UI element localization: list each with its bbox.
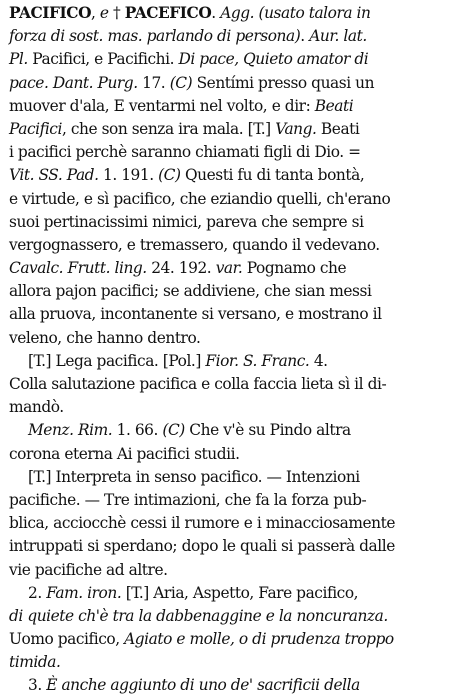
entry-text: var. — [215, 259, 243, 278]
entry-text: . — [300, 27, 310, 46]
entry-text: allora pajon pacifici; se addiviene, che sian messi — [9, 282, 372, 301]
entry-line-6 — [9, 118, 462, 141]
entry-line-10 — [9, 211, 462, 234]
entry-text: 24. 192. — [146, 259, 216, 278]
entry-text: di quiete ch'è tra la dabbenaggine e la noncuranza. — [9, 606, 388, 625]
entry-text: PACEFICO — [124, 4, 212, 22]
entry-text: corona eterna Ai pacifici studii. — [9, 444, 240, 463]
entry-line-26 — [9, 582, 462, 605]
entry-line-28 — [9, 628, 462, 651]
entry-text: forza di sost. mas. parlando di persona) — [9, 27, 301, 46]
entry-text: Questi fu di tanta bontà, — [180, 166, 365, 185]
entry-line-18 — [9, 396, 462, 419]
entry-text: Beati — [314, 96, 354, 115]
entry-text: 3. — [28, 676, 47, 695]
entry-line-25 — [9, 559, 462, 582]
entry-text: Vit. SS. Pad. — [9, 166, 99, 185]
entry-text: 4. — [309, 351, 328, 370]
entry-text: mandò. — [9, 398, 64, 417]
entry-text: Colla salutazione pacifica e colla faccia lieta sì il di- — [9, 375, 387, 393]
entry-text: [T.] Aria, Aspetto, Fare pacifico, — [121, 583, 359, 602]
entry-line-22 — [9, 489, 462, 512]
entry-text: , che son senza ira mala. [T.] — [61, 119, 276, 138]
entry-line-3 — [9, 48, 462, 71]
entry-text: vergognassero, e tremassero, quando il vedevano. — [9, 235, 380, 254]
entry-line-7 — [9, 141, 462, 164]
entry-text: (C) — [162, 421, 185, 440]
entry-line-13 — [9, 280, 462, 303]
entry-text: Menz. Rim. — [28, 421, 113, 440]
entry-text: Pacifici, e Pacifichi. — [27, 50, 179, 69]
entry-text: Uomo pacifico, — [9, 630, 125, 649]
entry-line-14 — [9, 303, 462, 326]
entry-line-21 — [9, 466, 462, 489]
entry-text: , — [91, 4, 100, 22]
entry-text: (C) — [158, 166, 181, 185]
entry-line-15 — [9, 327, 462, 350]
entry-text: 2. — [28, 583, 47, 602]
entry-text: Beati — [316, 119, 360, 138]
entry-text: veleno, che hanno dentro. — [9, 328, 201, 347]
entry-text: PACIFICO — [9, 4, 92, 22]
entry-text: . — [211, 4, 221, 22]
entry-line-2 — [9, 25, 462, 48]
entry-text: Agg. (usato talora in — [220, 4, 371, 22]
entry-text: Aur. lat. — [309, 27, 367, 46]
entry-text: pacifiche. — Tre intimazioni, che fa la forza pub- — [9, 490, 367, 509]
entry-text: blica, acciocchè cessi il rumore e i minacciosamente — [9, 514, 396, 533]
entry-line-30 — [9, 674, 462, 697]
entry-text: 1. 66. — [112, 421, 163, 440]
entry-text: pace. Dant. Purg. — [9, 73, 138, 92]
entry-text: Che v'è su Pindo altra — [184, 421, 351, 440]
entry-text: i pacifici perchè saranno chiamati figli di Dio. = — [9, 143, 361, 162]
entry-text: timida. — [9, 653, 61, 672]
entry-text: Pl. — [9, 50, 28, 69]
entry-text: † — [108, 4, 125, 22]
entry-text: Di pace, Quieto amator di — [178, 50, 369, 69]
entry-text: [T.] Interpreta in senso pacifico. — Intenzioni — [28, 467, 360, 486]
entry-text: Fior. S. Franc. — [205, 351, 310, 370]
entry-text: È anche aggiunto di uno de' sacrificii della — [46, 676, 360, 695]
entry-line-11 — [9, 234, 462, 257]
entry-line-12 — [9, 257, 462, 280]
entry-line-24 — [9, 535, 462, 558]
entry-text: Fam. iron. — [46, 583, 122, 602]
entry-text: Sentími presso quasi un — [192, 73, 375, 92]
entry-line-1 — [9, 2, 462, 25]
entry-line-9 — [9, 188, 462, 211]
entry-text: Vang. — [275, 119, 317, 138]
entry-text: (C) — [169, 73, 193, 92]
entry-line-5 — [9, 95, 462, 118]
entry-text: intruppati si sperdano; dopo le quali si passerà dalle — [9, 537, 395, 556]
entry-text: suoi pertinacissimi nimici, pareva che sempre si — [9, 212, 364, 231]
entry-line-27 — [9, 605, 462, 628]
entry-text: e virtude, e sì pacifico, che eziandio quelli, ch'erano — [9, 189, 391, 208]
entry-line-29 — [9, 651, 462, 674]
entry-line-8 — [9, 164, 462, 187]
entry-line-20 — [9, 443, 462, 466]
entry-line-19 — [9, 419, 462, 442]
entry-line-16 — [9, 350, 462, 373]
entry-text: Pognamo che — [242, 259, 347, 278]
entry-line-23 — [9, 512, 462, 535]
entry-text: alla pruova, incontanente si versano, e mostrano il — [9, 305, 382, 324]
entry-text: vie pacifiche ad altre. — [9, 560, 168, 579]
entry-text: e — [99, 4, 109, 22]
entry-text: 17. — [137, 73, 170, 92]
entry-text: Agiato e molle, o di prudenza troppo — [124, 630, 394, 649]
entry-text: Pacifici — [9, 119, 62, 138]
entry-text: Cavalc. Frutt. ling. — [9, 259, 147, 278]
entry-text: 1. 191. — [98, 166, 159, 185]
entry-text: muover d'ala, E ventarmi nel volto, e dir: — [9, 96, 315, 115]
entry-text: [T.] Lega pacifica. [Pol.] — [28, 351, 206, 370]
entry-line-17 — [9, 373, 462, 396]
entry-line-4 — [9, 72, 462, 95]
